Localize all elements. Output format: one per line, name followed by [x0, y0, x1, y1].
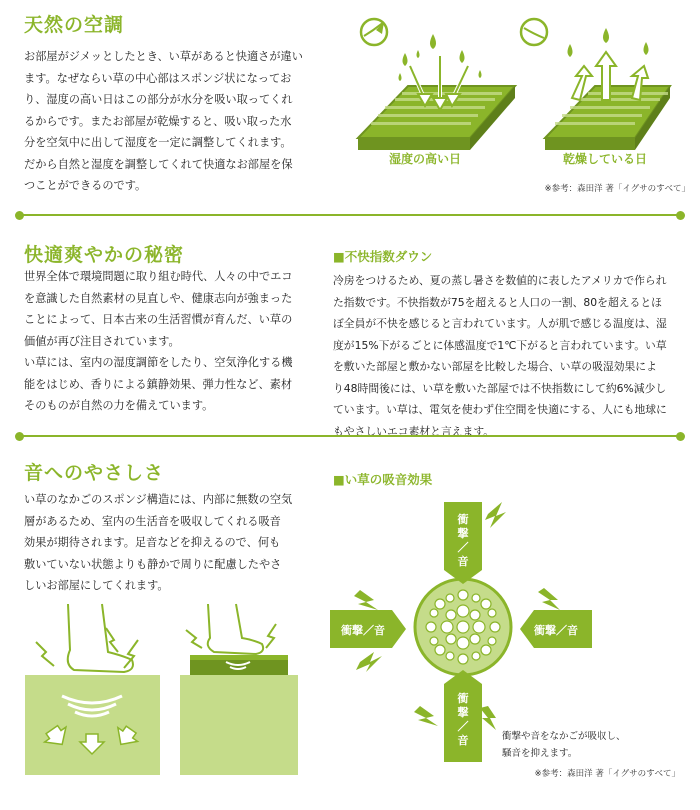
arrow-label-bottom: 衝 撃 ／ 音	[457, 692, 469, 747]
sound-wave-icon	[356, 652, 382, 672]
discomfort-index-body: 冷房をつけるため、夏の蒸し暑さを数値的に表したアメリカで作られ た指数です。不快指数が75を超えると人口の一割、80を超えるとほ ぼ全員が不快を感じると言われています。人が肌で感じる温度は、湿 度が15%下がるごとに体感温度で1℃下がると言われています。い草 を敷いた部屋と敷かない部屋を比較した場合、い草の吸湿効果によ り48時間後には、い草を敷いた部屋では不快指数にして約6%減少し ています。い草は、電気を使わず住空間を快適にする、人にも地球に もやさしいエコ素材と言えます。	[333, 274, 667, 438]
reference-note: ※参考：森田洋 著「イグサのすべて」	[544, 184, 690, 194]
section-title-comfort: 快適爽やかの秘密	[24, 244, 185, 266]
section-body-comfort: 世界全体で環境問題に取り組む時代、人々の中でエコ を意識した自然素材の見直しや、健康志向が強まった ことによって、日本古来の生活習慣が育んだ、い草の 価値が再び注目されています。 い草には、室内の湿度調節をしたり、空気浄化する機 能をはじめ、香りによる鎮静効果、弾力性など、素材 そのものが自然の力を備えています。	[24, 270, 293, 412]
sound-wave-icon	[480, 706, 496, 730]
foot-icon	[68, 604, 133, 672]
section-body-sound: い草のなかごのスポンジ構造には、内部に無数の空気 層があるため、室内の生活音を吸収してくれる吸音 効果が期待されます。足音などを抑えるので、何も 敷いていない状態よりも静かで周りに配慮したやさ しいお部屋にしてくれます。	[24, 493, 293, 592]
section-title-sound: 音へのやさしさ	[24, 462, 165, 484]
mat-floor-illustration	[180, 604, 298, 775]
sound-wave-icon	[414, 706, 438, 726]
reference-note: ※参考：森田洋 著「イグサのすべて」	[534, 769, 680, 779]
hygrometer-icon	[521, 19, 547, 45]
arrow-label-right: 衝撃／音	[534, 624, 578, 637]
dry-day-illustration	[521, 19, 670, 150]
humid-day-illustration	[358, 19, 515, 150]
section-divider	[18, 435, 682, 437]
diagram-caption: 衝撃や音をなかごが吸収し、 騒音を抑えます。	[502, 731, 626, 759]
sound-wave-icon	[538, 588, 560, 610]
arrow-label-top: 衝 撃 ／ 音	[457, 513, 469, 568]
footstep-illustration	[20, 600, 300, 780]
sound-wave-icon	[485, 502, 506, 528]
caption-dry-day: 乾燥している日	[562, 152, 647, 166]
sound-wave-icon	[354, 590, 378, 610]
section-title-natural-ac: 天然の空調	[24, 14, 125, 36]
subheading-discomfort-index: ■不快指数ダウン	[333, 249, 433, 264]
section-divider	[18, 214, 682, 216]
section-body-natural-ac: お部屋がジメッとしたとき、い草があると快適さが違い ます。なぜならい草の中心部はスポンジ状になってお り、湿度の高い日はこの部分が水分を吸い取ってくれ るからです。またお部屋が乾燥すると、吸い取った水 分を空気中に出して湿度を一定に調整してくれます。 だから自然と湿度を調整してくれて快適なお部屋を保 つことができるのです。	[24, 50, 303, 192]
subheading-sound-absorption: ■い草の吸音効果	[333, 472, 433, 487]
bare-floor-illustration	[25, 604, 160, 775]
foot-icon	[208, 604, 263, 654]
arrow-label-left: 衝撃／音	[341, 624, 385, 637]
caption-humid-day: 湿度の高い日	[388, 152, 461, 166]
